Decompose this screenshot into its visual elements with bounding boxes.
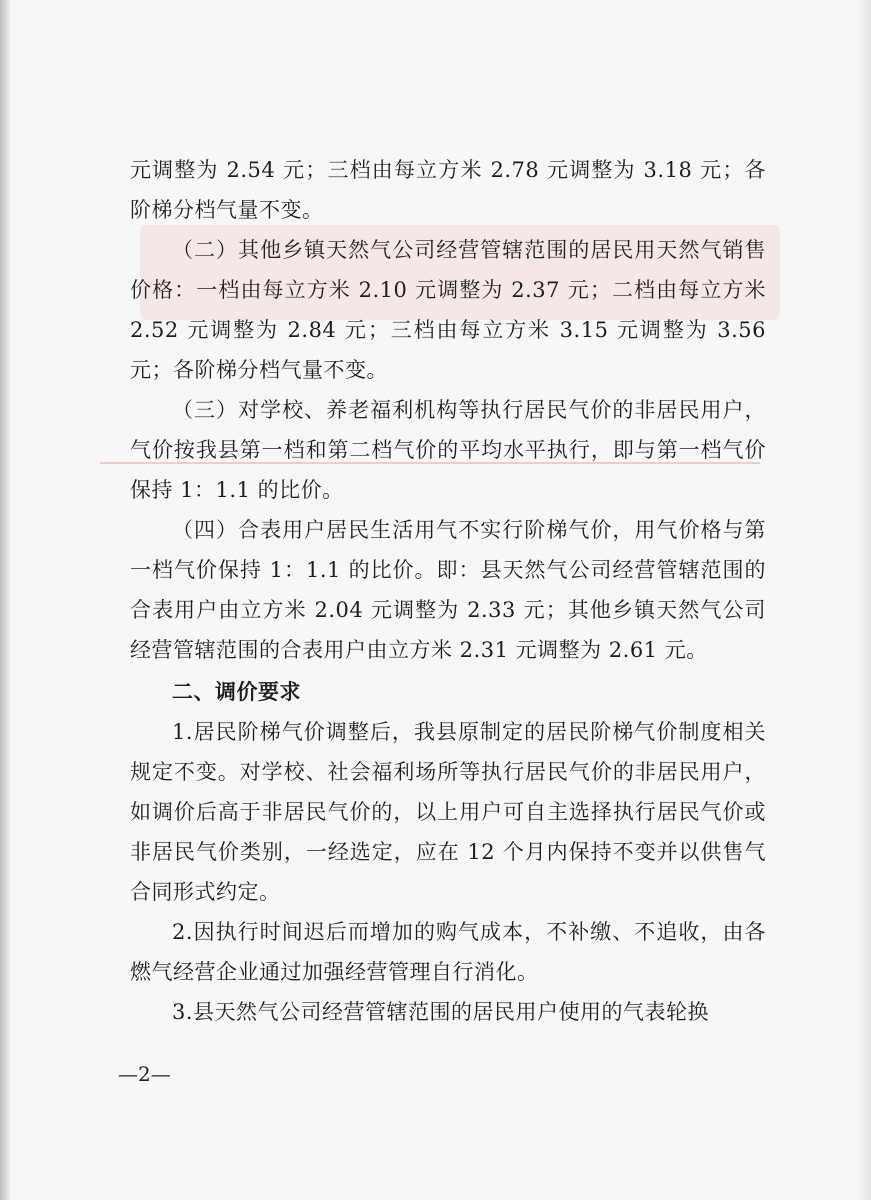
requirement-3: 3.县天然气公司经营管辖范围的居民用户使用的气表轮换: [172, 1000, 710, 1024]
paragraph-item-4: （四）合表用户居民生活用气不实行阶梯气价，用气价格与第一档气价保持 1：1.1 的比价。即：县天然气公司经营管辖范围的合表用户由立方米 2.04 元调整为 2.33 元；其他乡镇天然气公司经营管辖范围的合表用户由立方米 2.31 元调整为 2.61 元。: [130, 518, 766, 662]
requirement-2: 2.因执行时间迟后而增加的购气成本，不补缴、不追收，由各燃气经营企业通过加强经营管理自行消化。: [130, 920, 766, 984]
scan-shadow-right: [857, 0, 871, 1200]
paragraph-item-2: （二）其他乡镇天然气公司经营管辖范围的居民用天然气销售价格：一档由每立方米 2.10 元调整为 2.37 元；二档由每立方米 2.52 元调整为 2.84 元；三档由每立方米 3.15 元调整为 3.56 元；各阶梯分档气量不变。: [130, 238, 766, 382]
page-number: —2—: [118, 1062, 171, 1086]
section-heading: 二、调价要求: [172, 680, 301, 704]
paragraph-continuation: 元调整为 2.54 元；三档由每立方米 2.78 元调整为 3.18 元；各阶梯分档气量不变。: [130, 158, 766, 222]
paragraph-item-3: （三）对学校、养老福利机构等执行居民气价的非居民用户，气价按我县第一档和第二档气价的平均水平执行，即与第一档气价保持 1：1.1 的比价。: [130, 398, 766, 502]
requirement-1: 1.居民阶梯气价调整后，我县原制定的居民阶梯气价制度相关规定不变。对学校、社会福利场所等执行居民气价的非居民用户，如调价后高于非居民气价的，以上用户可自主选择执行居民气价或非居民气价类别，一经选定，应在 12 个月内保持不变并以供售气合同形式约定。: [130, 720, 766, 904]
scan-shadow-left: [0, 0, 10, 1200]
document-body: [130, 150, 766, 1032]
